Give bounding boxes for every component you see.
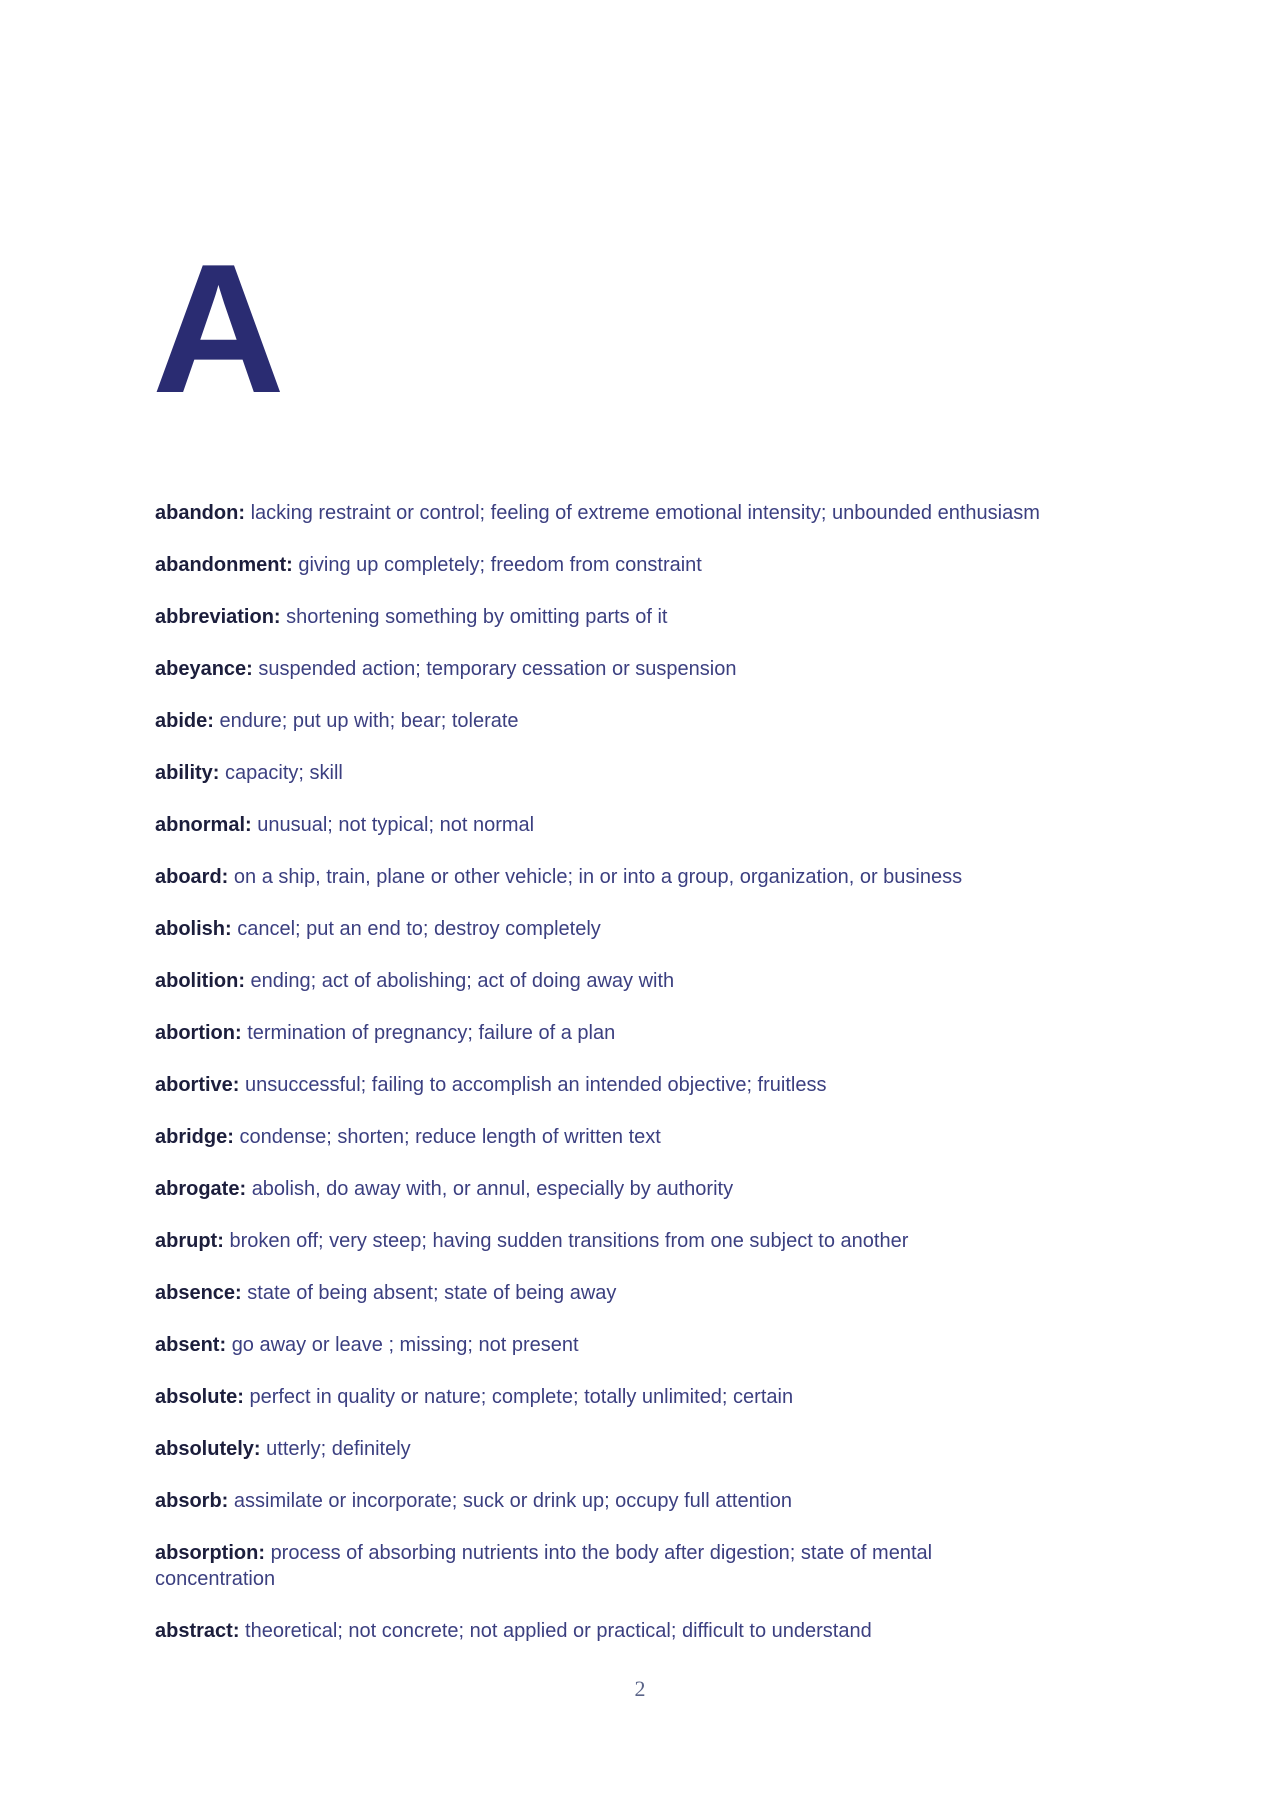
entry-definition: state of being absent; state of being away bbox=[247, 1282, 617, 1304]
entry-definition: suspended action; temporary cessation or suspension bbox=[258, 658, 737, 680]
entry-definition: endure; put up with; bear; tolerate bbox=[219, 710, 519, 732]
entry-term: absolute: bbox=[155, 1386, 244, 1408]
entry-term: abrupt: bbox=[155, 1230, 224, 1252]
entry-term: ability: bbox=[155, 762, 220, 784]
entry-term: absent: bbox=[155, 1334, 227, 1356]
entry-definition: abolish, do away with, or annul, especially by authority bbox=[251, 1178, 734, 1200]
entry-term: abide: bbox=[155, 710, 214, 732]
entry-term: abolition: bbox=[155, 970, 245, 992]
glossary-entry bbox=[155, 1072, 1135, 1098]
glossary-entry bbox=[155, 968, 1135, 994]
entry-definition: perfect in quality or nature; complete; totally unlimited; certain bbox=[249, 1386, 794, 1408]
glossary-entry bbox=[155, 812, 1135, 838]
entry-definition: ending; act of abolishing; act of doing away with bbox=[250, 970, 675, 992]
entry-definition: utterly; definitely bbox=[266, 1438, 411, 1460]
entry-definition: shortening something by omitting parts of it bbox=[286, 606, 668, 628]
entry-term: abridge: bbox=[155, 1126, 234, 1148]
entry-definition: on a ship, train, plane or other vehicle; in or into a group, organization, or business bbox=[233, 866, 963, 888]
glossary-entry bbox=[155, 1176, 1135, 1202]
page-number: 2 bbox=[634, 1676, 646, 1701]
entry-definition: unsuccessful; failing to accomplish an intended objective; fruitless bbox=[245, 1074, 827, 1096]
entry-term: abolish: bbox=[155, 918, 232, 940]
entry-definition: process of absorbing nutrients into the body after digestion; state of mental concentration bbox=[155, 1542, 933, 1590]
entry-definition: theoretical; not concrete; not applied or practical; difficult to understand bbox=[245, 1620, 872, 1642]
entry-definition: unusual; not typical; not normal bbox=[257, 814, 535, 836]
entry-term: abeyance: bbox=[155, 658, 253, 680]
glossary-entry bbox=[155, 1332, 1135, 1358]
entry-term: abnormal: bbox=[155, 814, 252, 836]
glossary-entry bbox=[155, 552, 1135, 578]
glossary-entry bbox=[155, 656, 1135, 682]
entry-term: abandon: bbox=[155, 502, 245, 524]
glossary-entry bbox=[155, 1020, 1135, 1046]
glossary-entry bbox=[155, 708, 1135, 734]
glossary-entry bbox=[155, 1384, 1135, 1410]
glossary-list bbox=[155, 500, 1135, 1670]
entry-term: abbreviation: bbox=[155, 606, 281, 628]
glossary-entry bbox=[155, 1124, 1135, 1150]
entry-definition: condense; shorten; reduce length of written text bbox=[239, 1126, 661, 1148]
entry-term: absolutely: bbox=[155, 1438, 261, 1460]
entry-term: absorption: bbox=[155, 1542, 265, 1564]
section-letter-heading: A bbox=[152, 225, 285, 431]
glossary-entry bbox=[155, 500, 1135, 526]
glossary-entry bbox=[155, 1280, 1135, 1306]
entry-term: abrogate: bbox=[155, 1178, 247, 1200]
glossary-entry bbox=[155, 604, 1135, 630]
entry-definition: giving up completely; freedom from constraint bbox=[298, 554, 702, 576]
glossary-entry bbox=[155, 864, 1135, 890]
entry-definition: cancel; put an end to; destroy completely bbox=[237, 918, 601, 940]
entry-term: abandonment: bbox=[155, 554, 293, 576]
entry-definition: assimilate or incorporate; suck or drink up; occupy full attention bbox=[233, 1490, 792, 1512]
entry-definition: go away or leave ; missing; not present bbox=[231, 1334, 579, 1356]
entry-definition: capacity; skill bbox=[225, 762, 343, 784]
glossary-entry bbox=[155, 1228, 1135, 1254]
entry-term: absorb: bbox=[155, 1490, 229, 1512]
entry-term: abortive: bbox=[155, 1074, 240, 1096]
entry-term: aboard: bbox=[155, 866, 229, 888]
glossary-entry bbox=[155, 760, 1135, 786]
entry-term: absence: bbox=[155, 1282, 242, 1304]
glossary-entry bbox=[155, 1436, 1135, 1462]
entry-term: abstract: bbox=[155, 1620, 240, 1642]
glossary-entry bbox=[155, 1540, 1025, 1592]
entry-definition: broken off; very steep; having sudden transitions from one subject to another bbox=[229, 1230, 909, 1252]
glossary-entry bbox=[155, 916, 1135, 942]
glossary-entry bbox=[155, 1618, 1135, 1644]
entry-definition: termination of pregnancy; failure of a plan bbox=[247, 1022, 616, 1044]
entry-definition: lacking restraint or control; feeling of extreme emotional intensity; unbounded enthusiasm bbox=[250, 502, 1040, 524]
entry-term: abortion: bbox=[155, 1022, 242, 1044]
glossary-entry bbox=[155, 1488, 1135, 1514]
